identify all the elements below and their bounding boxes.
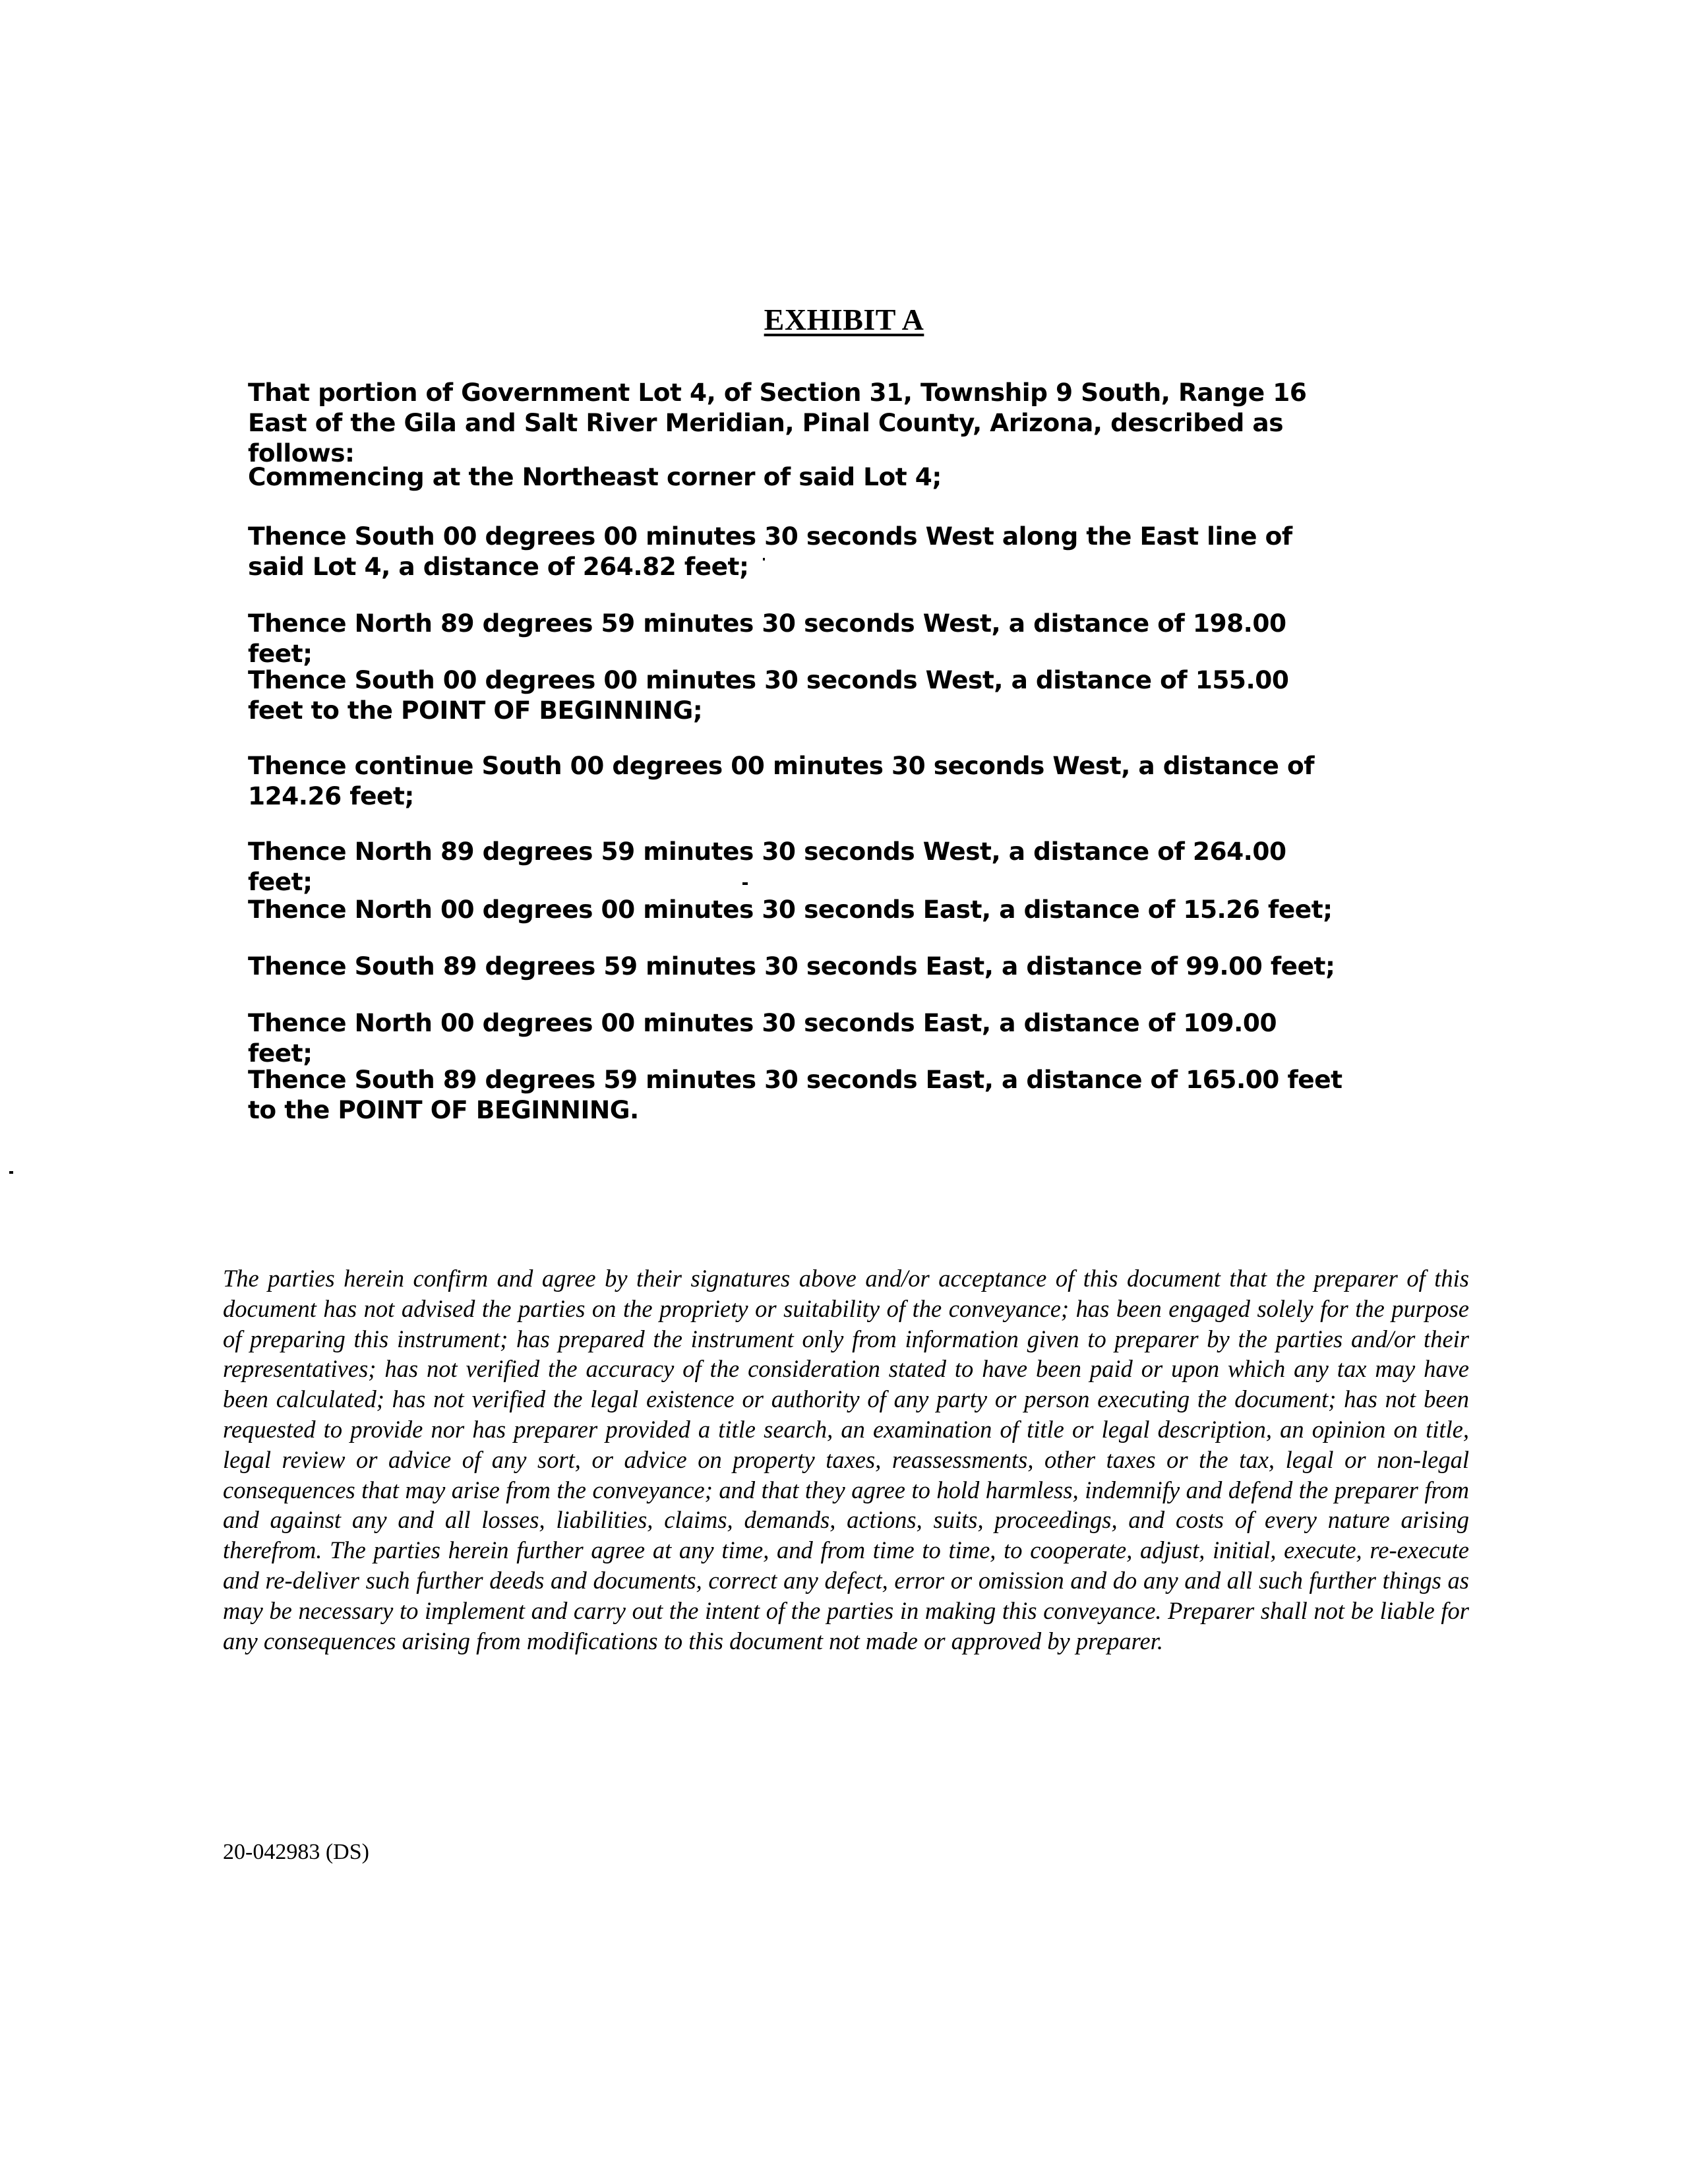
- legal-paragraph: Thence continue South 00 degrees 00 minutes 30 seconds West, a distance of 124.26 feet;: [248, 751, 1315, 810]
- legal-paragraph: Thence South 00 degrees 00 minutes 30 seconds West along the East line of said Lot 4, a distance of 264.82 feet;: [248, 522, 1292, 581]
- scan-speck: [9, 1171, 13, 1174]
- scan-speck: [763, 558, 765, 561]
- legal-paragraph: Commencing at the Northeast corner of said Lot 4;: [248, 462, 942, 491]
- legal-paragraph: Thence South 00 degrees 00 minutes 30 seconds West, a distance of 155.00 feet to the POINT OF BEGINNING;: [248, 665, 1289, 725]
- legal-paragraph: Thence South 89 degrees 59 minutes 30 seconds East, a distance of 165.00 feet to the POINT OF BEGINNING.: [248, 1065, 1342, 1124]
- exhibit-title: EXHIBIT A: [764, 303, 924, 336]
- scan-speck: [742, 882, 748, 885]
- legal-paragraph: Thence North 00 degrees 00 minutes 30 seconds East, a distance of 15.26 feet;: [248, 895, 1333, 924]
- legal-paragraph: Thence South 89 degrees 59 minutes 30 seconds East, a distance of 99.00 feet;: [248, 952, 1335, 981]
- legal-paragraph: That portion of Government Lot 4, of Section 31, Township 9 South, Range 16 East of the Gila and Salt River Meridian, Pinal County, Arizona, described as follows:: [248, 378, 1307, 468]
- legal-paragraph: Thence North 00 degrees 00 minutes 30 seconds East, a distance of 109.00 feet;: [248, 1008, 1277, 1068]
- preparer-disclaimer: The parties herein confirm and agree by their signatures above and/or acceptance of this document that the preparer of this document has not advised the parties on the propriety or suitability of the conveyance; has been engaged solely for the purpose of preparing this instrument; has prepared the instrument only from information given to preparer by the parties and/or their representatives; has not verified the accuracy of the consideration stated to have been paid or upon which any tax may have been calculated; has not verified the legal existence or authority of any party or person executing the document; has not been requested to provide nor has preparer provided a title search, an examination of title or legal description, an opinion on title, legal review or advice of any sort, or advice on property taxes, reassessments, other taxes or the tax, legal or non-legal consequences that may arise from the conveyance; and that they agree to hold harmless, indemnify and defend the preparer from and against any and all losses, liabilities, claims, demands, actions, suits, proceedings, and costs of every nature arising therefrom. The parties herein further agree at any time, and from time to time, to cooperate, adjust, initial, execute, re-execute and re-deliver such further deeds and documents, correct any defect, error or omission and do any and all such further things as may be necessary to implement and carry out the intent of the parties in making this conveyance. Preparer shall not be liable for any consequences arising from modifications to this document not made or approved by preparer.: [223, 1265, 1469, 1654]
- legal-paragraph: Thence North 89 degrees 59 minutes 30 seconds West, a distance of 264.00 feet;: [248, 837, 1286, 896]
- document-number: 20-042983 (DS): [223, 1840, 369, 1864]
- legal-paragraph: Thence North 89 degrees 59 minutes 30 seconds West, a distance of 198.00 feet;: [248, 609, 1286, 668]
